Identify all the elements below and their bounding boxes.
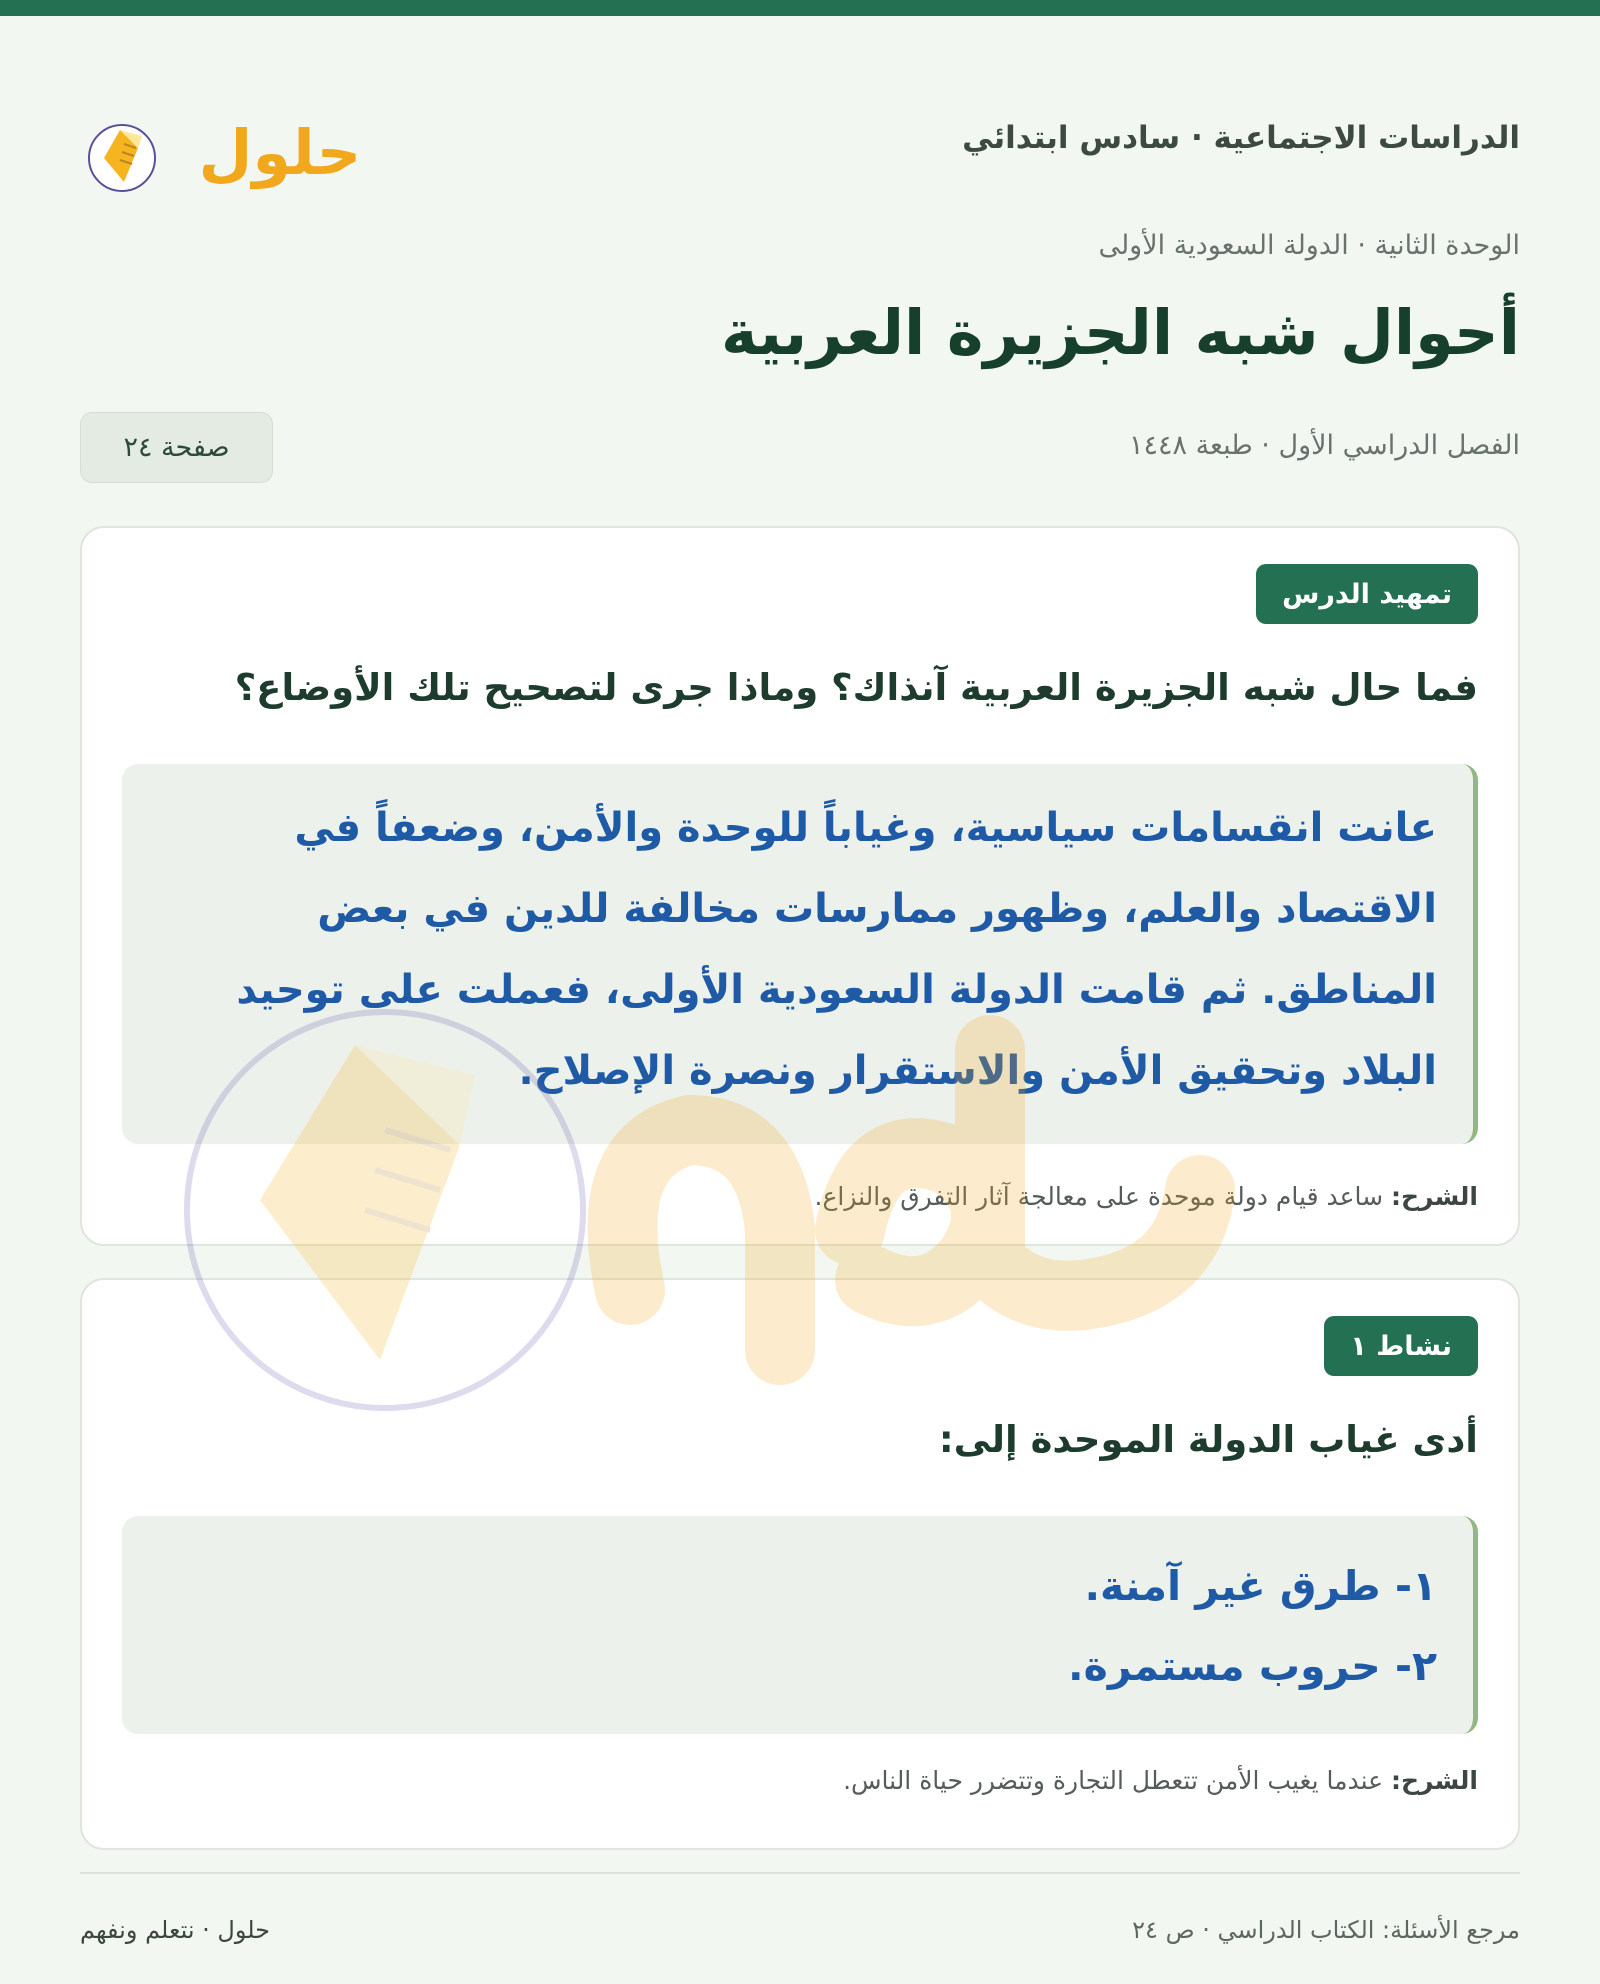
explanation-label: الشرح: — [1391, 1766, 1478, 1795]
hulul-logo[interactable] — [80, 68, 360, 198]
header — [80, 68, 1520, 188]
footer-brand: حلول · نتعلم ونفهم — [80, 1916, 270, 1944]
section-card-intro — [80, 526, 1520, 1246]
explanation-text: عندما يغيب الأمن تتعطل التجارة وتتضرر حياة الناس. — [843, 1766, 1384, 1795]
section-card-activity-1 — [80, 1278, 1520, 1850]
page-title: أحوال شبه الجزيرة العربية — [720, 296, 1520, 369]
page — [80, 16, 1520, 1984]
unit-breadcrumb: الوحدة الثانية · الدولة السعودية الأولى — [1098, 230, 1520, 261]
section-tag: تمهيد الدرس — [1256, 564, 1478, 624]
question-text: أدى غياب الدولة الموحدة إلى: — [938, 1418, 1478, 1461]
answer-text: عانت انقسامات سياسية، وغياباً للوحدة والأمن، وضعفاً في الاقتصاد والعلم، وظهور ممارسات مخالفة للدين في بعض المناطق. ثم قامت الدولة السعودية الأولى، فعملت على توحيد البلاد وتحقيق الأمن والاستقرار ونصرة الإصلاح. — [236, 805, 1437, 1094]
explanation — [815, 1182, 1478, 1211]
section-tag: نشاط ١ — [1324, 1316, 1478, 1376]
top-accent-bar — [0, 0, 1600, 16]
question-text: فما حال شبه الجزيرة العربية آنذاك؟ وماذا جرى لتصحيح تلك الأوضاع؟ — [234, 666, 1478, 709]
footer-divider — [80, 1872, 1520, 1874]
answer-box — [122, 1516, 1478, 1734]
answer-item: ٢- حروب مستمرة. — [1068, 1642, 1437, 1690]
semester-info: الفصل الدراسي الأول · طبعة ١٤٤٨ — [1128, 430, 1520, 461]
explanation — [843, 1766, 1478, 1795]
answer-item: ١- طرق غير آمنة. — [1084, 1562, 1437, 1610]
answer-box — [122, 764, 1478, 1144]
explanation-label: الشرح: — [1391, 1182, 1478, 1211]
logo-wordmark: حلول — [198, 116, 360, 189]
footer-reference: مرجع الأسئلة: الكتاب الدراسي · ص ٢٤ — [1132, 1916, 1520, 1944]
subject-title: الدراسات الاجتماعية · سادس ابتدائي — [962, 120, 1520, 156]
page-number-badge: صفحة ٢٤ — [80, 412, 273, 483]
explanation-text: ساعد قيام دولة موحدة على معالجة آثار التفرق والنزاع. — [814, 1182, 1384, 1211]
